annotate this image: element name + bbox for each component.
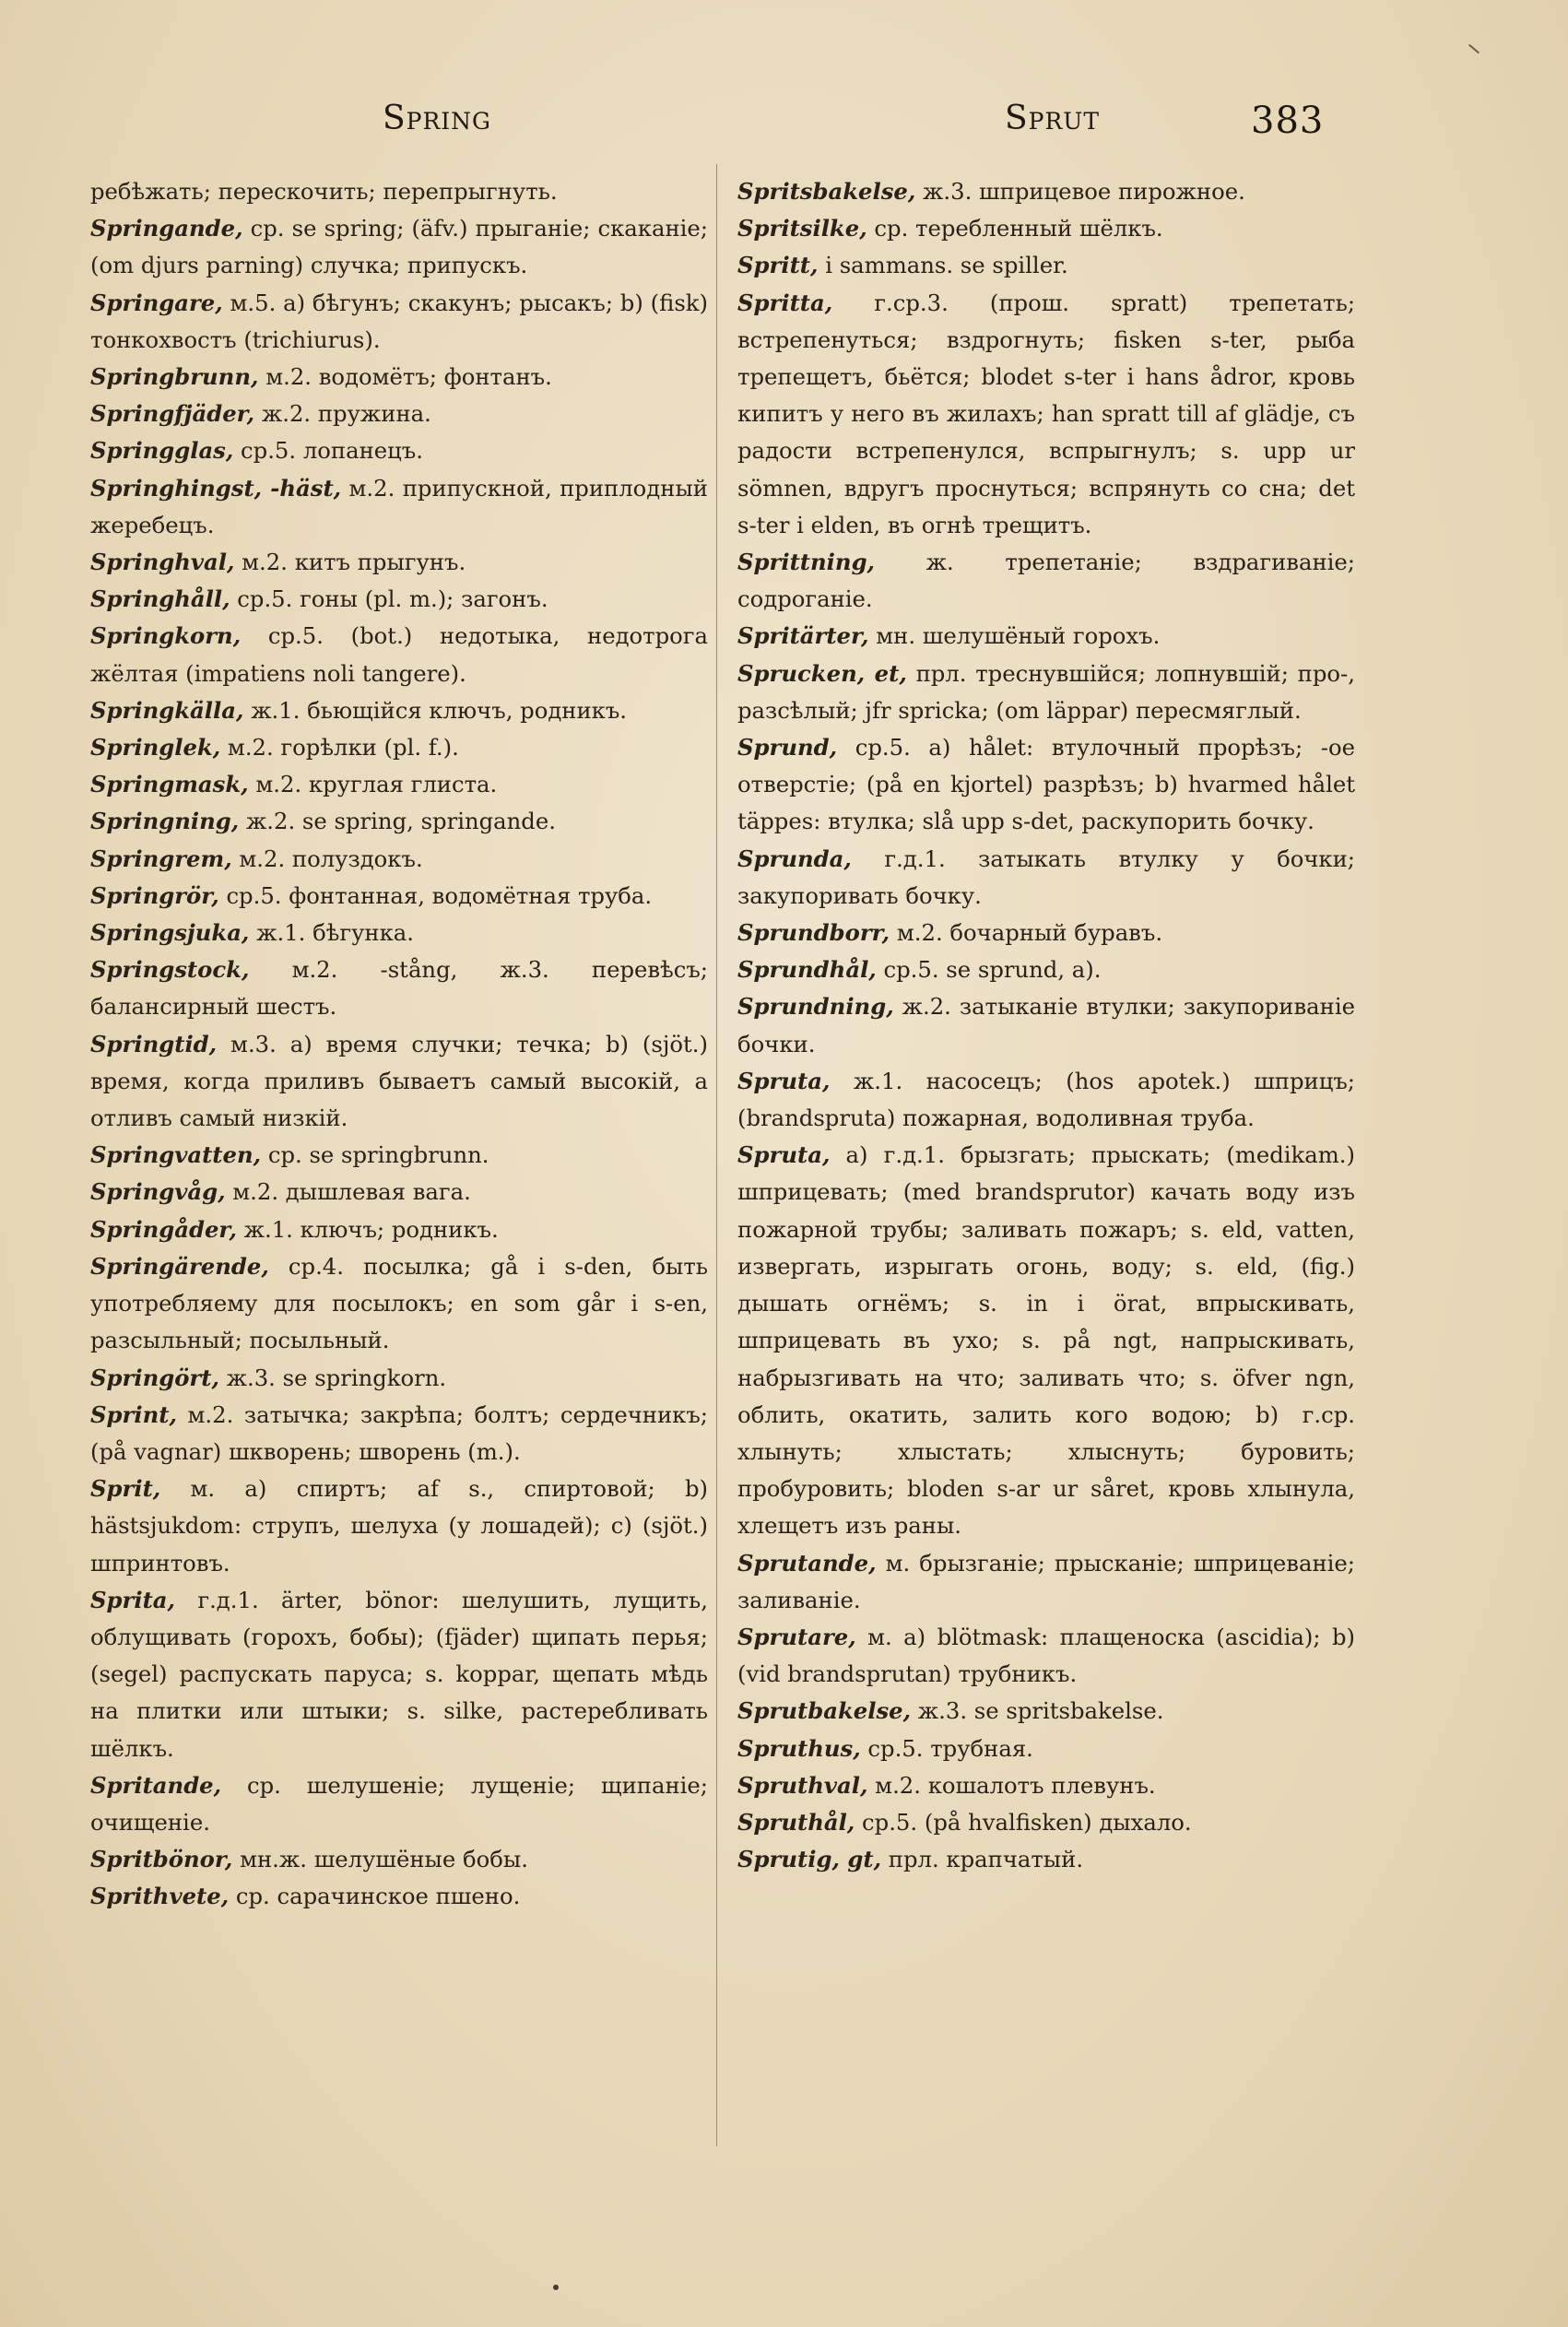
- dictionary-entry: [90, 1878, 708, 1915]
- dictionary-entry: [737, 841, 1355, 915]
- running-header: [0, 100, 1568, 155]
- entry-headword: Sprund,: [737, 734, 838, 762]
- dictionary-entry: [90, 432, 708, 469]
- entry-definition: ср.5. se sprund, a).: [876, 956, 1102, 984]
- entry-headword: Springande,: [90, 215, 243, 242]
- entry-headword: Springkälla,: [90, 696, 244, 724]
- entry-headword: Springhval,: [90, 549, 235, 576]
- entry-definition: ж.1. насосецъ; (hos apotek.) шприцъ; (brandspruta) пожарная, водоливная труба.: [737, 1067, 1355, 1132]
- entry-definition: ж.1. бѣгунка.: [249, 919, 415, 947]
- dictionary-entry: [737, 285, 1355, 544]
- entry-definition: ж.3. se spritsbakelse.: [911, 1697, 1164, 1725]
- entry-headword: Springare,: [90, 289, 223, 316]
- entry-definition: м. a) blötmask: плащеноска (ascidia); b) (vid brandsprutan) трубникъ.: [737, 1623, 1355, 1688]
- entry-headword: Sprutbakelse,: [737, 1697, 912, 1725]
- entry-headword: Springtid,: [90, 1030, 218, 1057]
- dictionary-entry: [90, 1582, 708, 1767]
- dictionary-entry: [737, 247, 1355, 284]
- entry-definition: м.2. полуздокъ.: [231, 845, 423, 872]
- entry-headword: Spruta,: [737, 1067, 831, 1094]
- entry-headword: Spritt,: [737, 252, 819, 279]
- entry-headword: Springfjäder,: [90, 400, 255, 428]
- dictionary-entry: [90, 1841, 708, 1878]
- entry-definition: ж.3. шприцевое пирожное.: [915, 178, 1245, 205]
- entry-definition: ср.5. (på hvalfisken) дыхало.: [855, 1808, 1192, 1836]
- dictionary-entry: [90, 1137, 708, 1174]
- entry-headword: Springärende,: [90, 1252, 269, 1280]
- entry-definition: м.2. бочарный буравъ.: [890, 919, 1163, 947]
- entry-headword: Spritbönor,: [90, 1846, 233, 1873]
- entry-headword: Sprit,: [90, 1475, 161, 1503]
- entry-definition: мн.ж. шелушёные бобы.: [232, 1846, 528, 1873]
- dictionary-entry: [90, 878, 708, 915]
- entry-headword: Springbrunn,: [90, 363, 259, 391]
- entry-definition: ср. теребленный шёлкъ.: [867, 215, 1163, 242]
- dictionary-entry: [90, 915, 708, 951]
- entry-definition: ср.5. (bot.) недотыка, недотрога жёлтая (impatiens noli tangere).: [90, 622, 708, 687]
- entry-definition: прл. крапчатый.: [881, 1846, 1084, 1873]
- dictionary-entry: [90, 396, 708, 432]
- dictionary-entry: [737, 1730, 1355, 1767]
- dictionary-entry: [90, 1211, 708, 1248]
- entry-headword: Springåder,: [90, 1215, 237, 1243]
- entry-definition: ж.2. se spring, springande.: [239, 808, 556, 835]
- entry-headword: Springvåg,: [90, 1178, 226, 1206]
- right-column: [737, 173, 1355, 1878]
- entry-headword: Springhingst, -häst,: [90, 474, 342, 502]
- entry-definition: ср. шелушеніе; лущеніе; щипаніе; очищеніе.: [90, 1771, 708, 1836]
- entry-definition: м.2. припускной, приплодный жеребецъ.: [90, 474, 708, 538]
- entry-definition: ср.5. трубная.: [860, 1734, 1033, 1762]
- dictionary-entry: [90, 1174, 708, 1211]
- entry-definition: ср.5. a) hålet: втулочный прорѣзъ; -ое отверстіе; (på en kjortel) разрѣзъ; b) hvarmed hålet täppes: втулка; slå upp s-det, раскупорить бочку.: [737, 734, 1355, 835]
- entry-definition: м.2. горѣлки (pl. f.).: [220, 734, 459, 762]
- entry-definition: i sammans. se spiller.: [818, 252, 1068, 279]
- entry-headword: Sprita,: [90, 1586, 175, 1613]
- corner-speck: [1468, 44, 1480, 54]
- entry-headword: Springstock,: [90, 956, 250, 984]
- entry-definition: м. брызганіе; прысканіе; шприцеваніе; заливаніе.: [737, 1549, 1355, 1613]
- entry-headword: Sprutare,: [737, 1623, 856, 1650]
- entry-headword: Springrem,: [90, 845, 232, 872]
- entry-definition: ж.2. пружина.: [254, 400, 431, 428]
- dictionary-entry: [90, 618, 708, 691]
- entry-definition: м.5. a) бѣгунъ; скакунъ; рысакъ; b) (fisk) тонкохвостъ (trichiurus).: [90, 289, 708, 353]
- dictionary-entry: [737, 915, 1355, 951]
- dictionary-entry: [90, 1248, 708, 1360]
- dictionary-entry: [90, 1360, 708, 1397]
- entry-headword: Springning,: [90, 808, 240, 835]
- page-number: 383: [1251, 100, 1325, 142]
- entry-definition: м.2. затычка; закрѣпа; болтъ; сердечникъ; (på vagnar) шкворень; шворень (m.).: [90, 1400, 708, 1465]
- entry-headword: Sprundborr,: [737, 919, 890, 947]
- entry-definition: м.3. a) время случки; течка; b) (sjöt.) время, когда приливъ бываетъ самый высокій, а отливъ самый низкій.: [90, 1030, 708, 1132]
- dictionary-entry: [90, 729, 708, 766]
- entry-headword: Springsjuka,: [90, 919, 250, 947]
- entry-headword: Springvatten,: [90, 1141, 262, 1169]
- entry-headword: Sprutande,: [737, 1549, 877, 1577]
- entry-headword: Spritsilke,: [737, 215, 867, 242]
- entry-headword: Springmask,: [90, 771, 249, 798]
- dictionary-entry: [737, 1693, 1355, 1730]
- entry-headword: Springört,: [90, 1364, 219, 1391]
- entry-definition: ср.4. посылка; gå i s-den, быть употребляему для посылокъ; en som går i s-en, разсыльный; посыльный.: [90, 1252, 708, 1354]
- dictionary-entry: [90, 1026, 708, 1138]
- entry-definition: ж. трепетаніе; вздрагиваніе; содроганіе.: [737, 549, 1355, 613]
- dictionary-entry: [90, 470, 708, 544]
- entry-headword: Sprittning,: [737, 549, 876, 576]
- entry-headword: Spritsbakelse,: [737, 178, 916, 205]
- dictionary-entry: [90, 359, 708, 396]
- dictionary-entry: [737, 1841, 1355, 1878]
- entry-headword: Sprunda,: [737, 845, 852, 872]
- entry-definition: г.д.1. ärter, bönor: шелушить, лущить, облущивать (горохъ, бобы); (fjäder) щипать перья; (segel) распускать паруса; s. koppar, щепать мѣдь на плитки или штыки; s. silke, растеребливать шёлкъ.: [90, 1586, 708, 1762]
- dictionary-entry: [737, 1619, 1355, 1693]
- entry-definition: ср.5. фонтанная, водомётная труба.: [218, 881, 653, 909]
- entry-headword: Spritta,: [737, 289, 833, 316]
- dictionary-entry: [90, 803, 708, 840]
- entry-headword: Spritande,: [90, 1771, 222, 1799]
- dictionary-entry: [737, 1545, 1355, 1619]
- entry-headword: Sprundning,: [737, 993, 894, 1021]
- entry-definition: прл. треснувшійся; лопнувшій; про-, разсѣлый; jfr spricka; (om läppar) пересмяглый.: [737, 659, 1355, 724]
- entry-headword: Spruthus,: [737, 1734, 861, 1762]
- dictionary-entry: [90, 1397, 708, 1471]
- entry-definition: м.2. дышлевая вага.: [225, 1178, 471, 1206]
- entry-headword: Springkorn,: [90, 622, 242, 650]
- entry-headword: Springhåll,: [90, 585, 230, 613]
- dictionary-entry: [90, 285, 708, 359]
- column-divider: [716, 164, 717, 2146]
- entry-headword: Spruthål,: [737, 1808, 855, 1836]
- entry-definition: ребѣжать; перескочить; перепрыгнуть.: [90, 178, 558, 205]
- entry-headword: Sprucken, et,: [737, 659, 907, 687]
- dictionary-entry: [737, 1137, 1355, 1544]
- entry-definition: г.ср.3. (прош. spratt) трепетать; встрепенуться; вздрогнуть; fisken s-ter, рыба трепещетъ, бьётся; blodet s-ter i hans ådror, кровь кипитъ у него въ жилахъ; han spratt till af glädje, съ радости встрепенулся, вспрыгнулъ; s. upp ur sömnen, вдругъ проснуться; вспрянуть со сна; det s-ter i elden, въ огнѣ трещитъ.: [737, 289, 1355, 538]
- dictionary-entry: [90, 692, 708, 729]
- dictionary-entry: [737, 951, 1355, 988]
- entry-headword: Sprundhål,: [737, 956, 877, 984]
- entry-headword: Springrör,: [90, 881, 219, 909]
- entry-headword: Spruta,: [737, 1141, 831, 1169]
- dictionary-entry: [737, 1063, 1355, 1137]
- dictionary-entry: [737, 1767, 1355, 1804]
- entry-headword: Springlek,: [90, 734, 221, 762]
- entry-headword: Spritärter,: [737, 622, 869, 650]
- left-column: [90, 173, 708, 1916]
- entry-definition: м.2. китъ прыгунъ.: [234, 549, 466, 576]
- entry-definition: ср.5. лопанецъ.: [233, 437, 423, 465]
- entry-definition: ж.1. бьющійся ключъ, родникъ.: [243, 696, 628, 724]
- dictionary-entry: [737, 173, 1355, 210]
- dictionary-entry: [737, 1804, 1355, 1841]
- dictionary-entry: [90, 841, 708, 878]
- dictionary-entry: [90, 766, 708, 803]
- dictionary-entry: [90, 581, 708, 618]
- dictionary-entry: [737, 656, 1355, 729]
- dictionary-entry: [90, 173, 708, 210]
- dictionary-entry: [737, 210, 1355, 247]
- header-right-guide-word: Sprut: [1005, 100, 1101, 137]
- entry-definition: ср. сарачинское пшено.: [229, 1883, 521, 1910]
- dictionary-entry: [90, 210, 708, 284]
- entry-definition: м.2. кошалотъ плевунъ.: [867, 1771, 1156, 1799]
- entry-definition: ж.1. ключъ; родникъ.: [236, 1215, 499, 1243]
- entry-definition: м.2. -stång, ж.3. перевѣсъ; балансирный шестъ.: [90, 956, 708, 1021]
- dictionary-entry: [90, 544, 708, 581]
- entry-definition: ср.5. гоны (pl. m.); загонъ.: [230, 585, 548, 613]
- entry-definition: ср. se spring; (äfv.) прыганіе; скаканіе; (om djurs parning) случка; припускъ.: [90, 215, 708, 279]
- footer-mark: [553, 2285, 559, 2290]
- entry-definition: г.д.1. затыкать втулку у бочки; закупоривать бочку.: [737, 845, 1355, 909]
- header-left-guide-word: Spring: [383, 100, 492, 137]
- entry-headword: Springglas,: [90, 437, 234, 465]
- dictionary-entry: [90, 1767, 708, 1841]
- dictionary-entry: [737, 729, 1355, 841]
- entry-headword: Sprint,: [90, 1400, 177, 1428]
- dictionary-entry: [737, 988, 1355, 1062]
- entry-definition: м.2. водомётъ; фонтанъ.: [258, 363, 552, 391]
- entry-headword: Sprutig, gt,: [737, 1846, 882, 1873]
- entry-headword: Spruthval,: [737, 1771, 868, 1799]
- entry-definition: м. a) спиртъ; af s., спиртовой; b) hästsjukdom: струпъ, шелуха (у лошадей); c) (sjöt.) шпринтовъ.: [90, 1475, 708, 1577]
- dictionary-entry: [90, 951, 708, 1025]
- entry-definition: м.2. круглая глиста.: [248, 771, 498, 798]
- entry-definition: ср. se springbrunn.: [261, 1141, 489, 1169]
- entry-definition: ж.3. se springkorn.: [218, 1364, 447, 1391]
- dictionary-entry: [737, 618, 1355, 655]
- dictionary-entry: [90, 1471, 708, 1582]
- entry-definition: ж.2. затыканіе втулки; закупориваніе бочки.: [737, 993, 1355, 1057]
- entry-definition: мн. шелушёный горохъ.: [868, 622, 1161, 650]
- entry-headword: Sprithvete,: [90, 1883, 230, 1910]
- dictionary-entry: [737, 544, 1355, 618]
- entry-definition: a) г.д.1. брызгать; прыскать; (medikam.) шприцевать; (med brandsprutor) качать воду изъ пожарной трубы; заливать пожаръ; s. eld, vatten, извергать, изрыгать огонь, воду; s. eld, (fig.) дышать огнёмъ; s. in i örat, впрыскивать, шприцевать въ ухо; s. på ngt, напрыскивать, набрызгивать на что; заливать что; s. öfver ngn, облить, окатить, залить кого водою; b) г.ср. хлынуть; хлыстать; хлыснуть; буровить; пробуровить; bloden s-ar ur såret, кровь хлынула, хлещетъ изъ раны.: [737, 1141, 1355, 1540]
